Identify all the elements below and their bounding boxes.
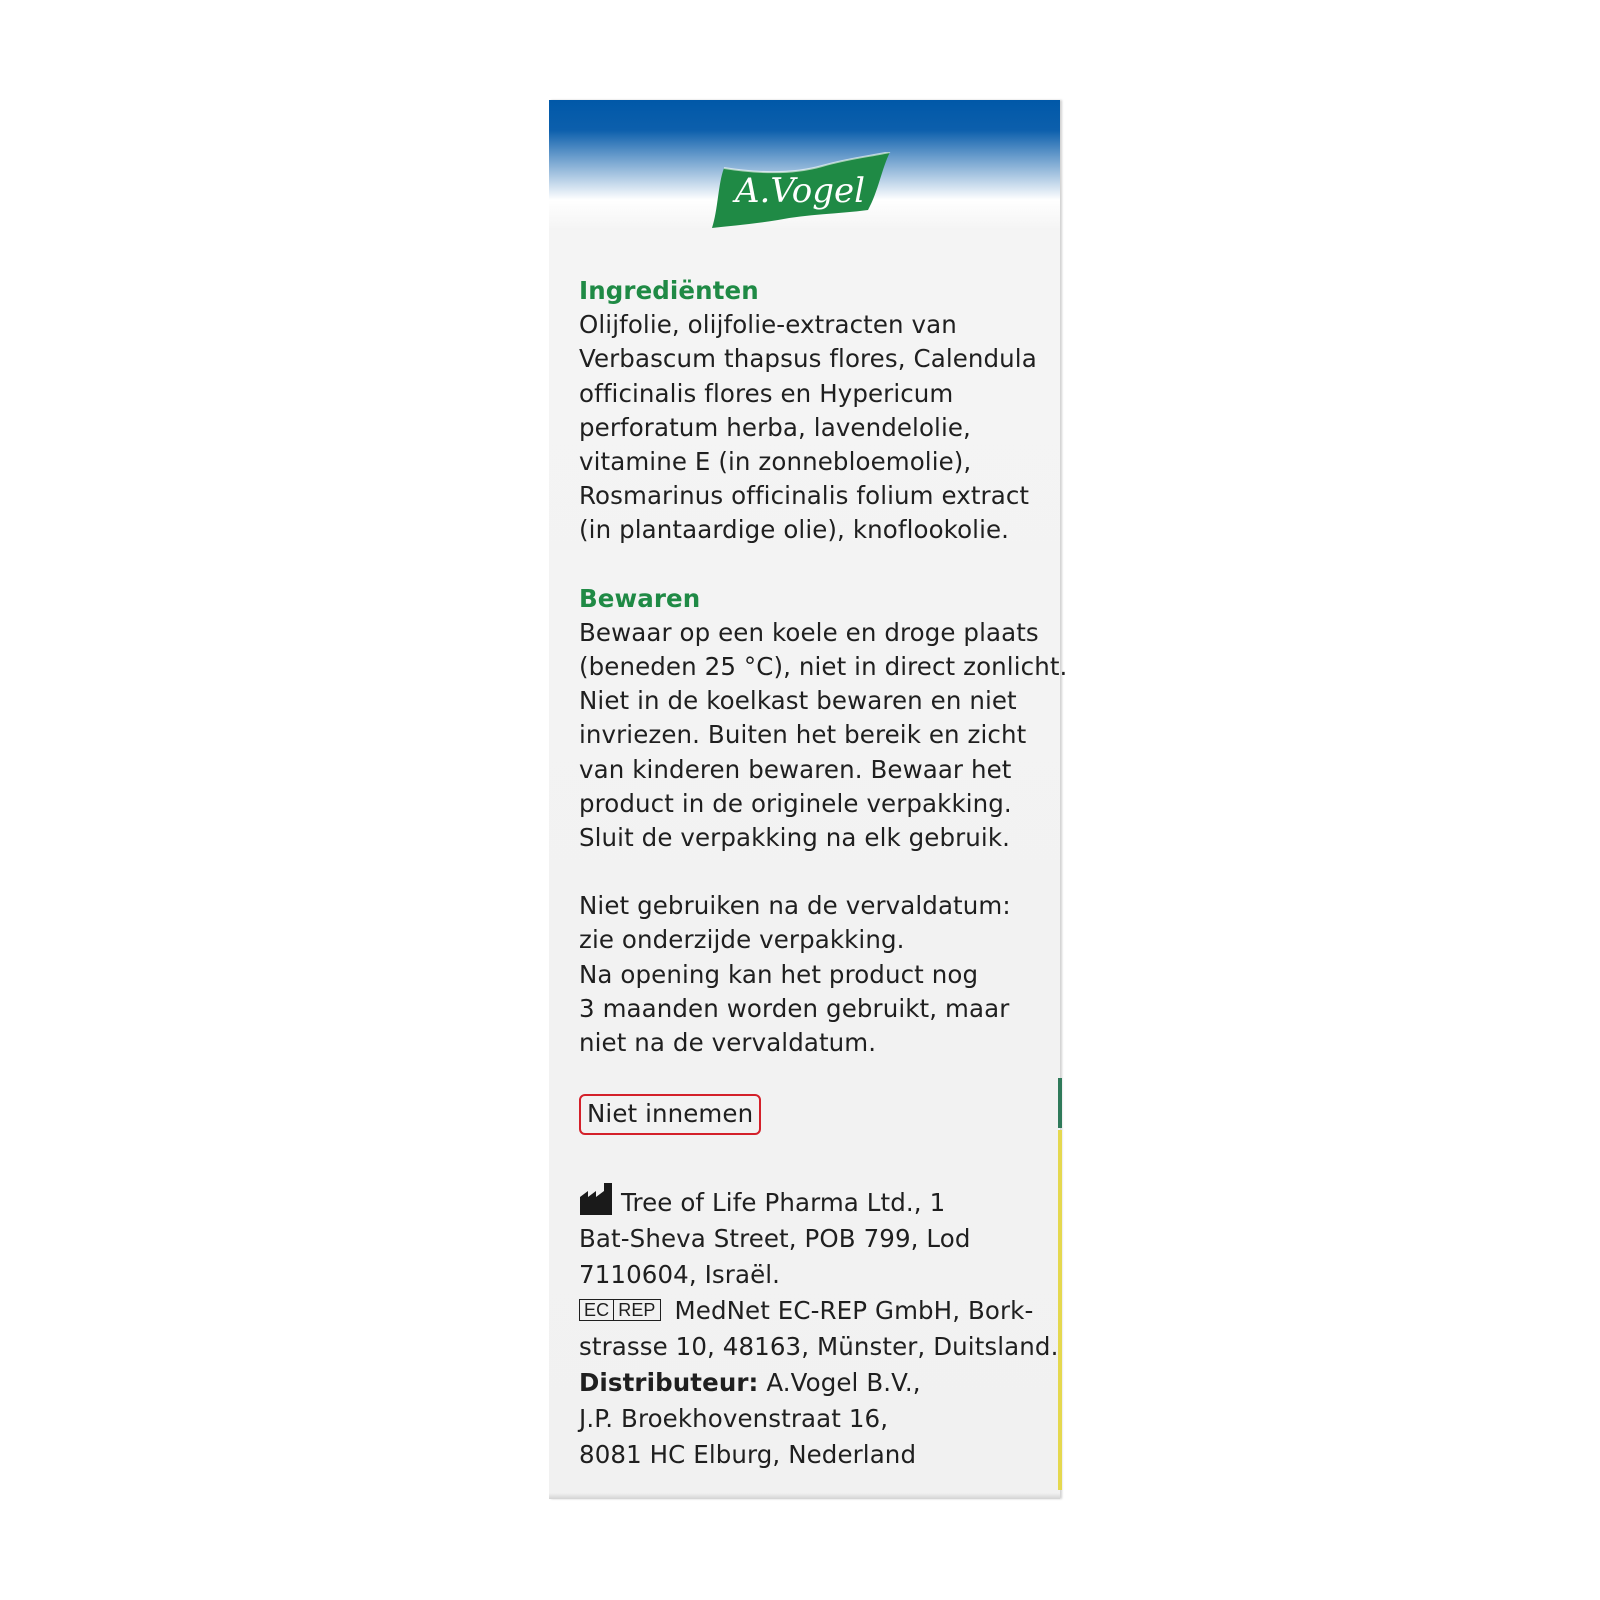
package-side-panel — [549, 100, 1068, 1499]
ingredients-line: vitamine E (in zonnebloemolie), — [579, 447, 972, 477]
expiry-line: zie onderzijde verpakking. — [579, 925, 905, 955]
ingredients-heading: Ingrediënten — [579, 276, 759, 305]
manufacturer-line: Bat-Sheva Street, POB 799, Lod — [579, 1224, 971, 1254]
storage-line: van kinderen bewaren. Bewaar het — [579, 754, 1012, 784]
ingredients-line: officinalis flores en Hypericum — [579, 378, 954, 408]
distributor-line: J.P. Broekhovenstraat 16, — [579, 1404, 889, 1434]
ingredients-line: Verbascum thapsus flores, Calendula — [579, 344, 1037, 374]
manufacturer-name: Tree of Life Pharma Ltd., 1 — [621, 1188, 946, 1218]
expiry-line: Niet gebruiken na de vervaldatum: — [579, 891, 1011, 921]
ec-rep-symbol — [579, 1299, 661, 1321]
expiry-section — [579, 889, 1049, 1060]
leaf-logo-icon — [704, 152, 894, 232]
label-content — [579, 274, 1068, 1473]
ingredients-line: (in plantaardige olie), knoflookolie. — [579, 515, 1010, 545]
ec-rep-name: MedNet EC-REP GmbH, Bork- — [674, 1296, 1034, 1326]
ingredients-line: Olijfolie, olijfolie-extracten van — [579, 310, 957, 340]
ec-rep-line — [579, 1293, 1049, 1329]
manufacturer-line — [579, 1181, 1049, 1221]
storage-line: Sluit de verpakking na elk gebruik. — [579, 823, 1011, 853]
edge-color-mark-yellow — [1058, 1130, 1062, 1490]
distributor-name: A.Vogel B.V., — [758, 1368, 921, 1398]
warning-badge: Niet innemen — [579, 1094, 761, 1135]
expiry-line: 3 maanden worden gebruikt, maar — [579, 993, 1010, 1023]
storage-line: product in de originele verpakking. — [579, 788, 1012, 818]
address-section — [579, 1181, 1059, 1473]
expiry-line: niet na de vervaldatum. — [579, 1028, 877, 1058]
ingredients-line: Rosmarinus officinalis folium extract — [579, 481, 1030, 511]
logo-text: A.Vogel — [734, 171, 866, 211]
ingredients-section — [579, 274, 1049, 548]
expiry-line: Na opening kan het product nog — [579, 959, 979, 989]
spacer — [579, 855, 1049, 889]
manufacturer-line: 7110604, Israël. — [579, 1260, 781, 1290]
storage-text — [579, 616, 1068, 855]
distributor-line — [579, 1365, 1049, 1401]
storage-line: Bewaar op een koele en droge plaats — [579, 617, 1039, 647]
storage-section — [579, 582, 1068, 856]
spacer — [579, 548, 1049, 582]
ingredients-text — [579, 308, 1049, 547]
storage-line: invriezen. Buiten het bereik en zicht — [579, 720, 1027, 750]
storage-line: (beneden 25 °C), niet in direct zonlicht. — [579, 652, 1068, 682]
factory-icon — [579, 1181, 615, 1217]
distributor-label: Distributeur: — [579, 1368, 759, 1398]
ec-rep-line: strasse 10, 48163, Münster, Duitsland. — [579, 1332, 1059, 1362]
distributor-line: 8081 HC Elburg, Nederland — [579, 1440, 917, 1470]
ingredients-line: perforatum herba, lavendelolie, — [579, 412, 971, 442]
storage-heading: Bewaren — [579, 583, 701, 613]
storage-line: Niet in de koelkast bewaren en niet — [579, 686, 1017, 716]
rep-label: REP — [613, 1300, 659, 1320]
edge-color-mark — [1058, 1078, 1062, 1128]
ec-label: EC — [584, 1300, 610, 1321]
avogel-logo — [704, 152, 894, 232]
expiry-text — [579, 889, 1049, 1060]
